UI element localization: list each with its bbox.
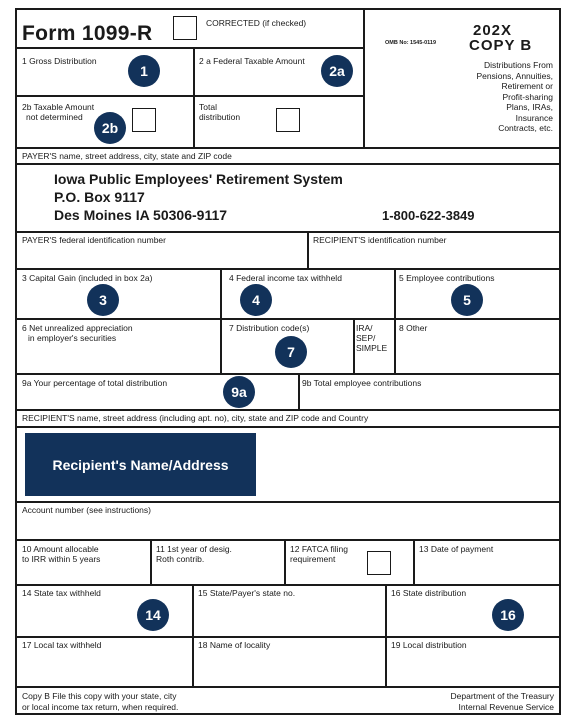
rule: [17, 636, 559, 638]
badge-box-1: 1: [128, 55, 160, 87]
box-12-label: 12 FATCA filing requirement: [290, 544, 348, 564]
rule: [17, 318, 559, 320]
form-description: Distributions From Pensions, Annuities, Retirement or Profit-sharing Plans, IRAs, Insurance Contracts, etc.: [476, 60, 553, 133]
rule: [307, 231, 309, 268]
box-3-label: 3 Capital Gain (included in box 2a): [22, 273, 153, 283]
rule: [17, 686, 559, 688]
rule: [17, 373, 559, 375]
total-distribution-label: Total distribution: [199, 102, 241, 122]
rule: [394, 268, 396, 373]
rule: [17, 268, 559, 270]
omb-number: OMB No: 1545-0119: [385, 40, 437, 46]
box-18-label: 18 Name of locality: [198, 640, 271, 650]
box-14-label: 14 State tax withheld: [22, 588, 101, 598]
box-10-label: 10 Amount allocable to IRR within 5 years: [22, 544, 101, 564]
rule: [17, 231, 559, 233]
rule: [284, 539, 286, 584]
footer-agency: Department of the Treasury Internal Revenue Service: [450, 691, 554, 712]
account-number-label: Account number (see instructions): [22, 505, 151, 515]
rule: [150, 539, 152, 584]
box-1-label: 1 Gross Distribution: [22, 56, 97, 66]
recipient-label: RECIPIENT'S name, street address (including apt. no), city, state and ZIP code and Country: [22, 413, 369, 423]
corrected-checkbox[interactable]: [173, 16, 197, 40]
rule: [17, 584, 559, 586]
rule: [17, 409, 559, 411]
form-title: Form 1099-R: [22, 22, 153, 45]
box-2b-label: 2b Taxable Amount not determined: [22, 102, 95, 122]
box-4-label: 4 Federal income tax withheld: [229, 273, 342, 283]
payer-fid-label: PAYER'S federal identification number: [22, 235, 166, 245]
rule: [353, 318, 355, 373]
box-5-label: 5 Employee contributions: [399, 273, 495, 283]
box-2a-label: 2 a Federal Taxable Amount: [199, 56, 305, 66]
box-13-label: 13 Date of payment: [419, 544, 494, 554]
recipient-name-address: Recipient's Name/Address: [25, 433, 256, 496]
badge-box-4: 4: [240, 284, 272, 316]
box-19-label: 19 Local distribution: [391, 640, 467, 650]
badge-box-2b: 2b: [94, 112, 126, 144]
form-1099r: [15, 8, 561, 715]
copy-label: COPY B: [469, 37, 533, 54]
taxable-not-determined-checkbox[interactable]: [132, 108, 156, 132]
rule: [413, 539, 415, 584]
box-15-label: 15 State/Payer's state no.: [198, 588, 296, 598]
box-17-label: 17 Local tax withheld: [22, 640, 102, 650]
rule: [192, 584, 194, 686]
ira-sep-simple-label: IRA/ SEP/ SIMPLE: [356, 323, 388, 353]
badge-box-16: 16: [492, 599, 524, 631]
badge-box-7: 7: [275, 336, 307, 368]
box-6-label: 6 Net unrealized appreciation in employer's securities: [22, 323, 133, 343]
rule: [17, 47, 363, 49]
payer-info: Iowa Public Employees' Retirement System P.O. Box 9117 Des Moines IA 50306-9117: [54, 171, 343, 223]
rule: [17, 95, 363, 97]
rule: [220, 268, 222, 373]
badge-box-5: 5: [451, 284, 483, 316]
tax-year: 202X: [473, 22, 513, 39]
box-11-label: 11 1st year of desig. Roth contrib.: [156, 544, 232, 564]
badge-box-9a: 9a: [223, 376, 255, 408]
total-distribution-checkbox[interactable]: [276, 108, 300, 132]
rule: [17, 539, 559, 541]
footer-copy-instructions: Copy B File this copy with your state, city or local income tax return, when required.: [22, 691, 179, 712]
rule: [17, 426, 559, 428]
box-7-label: 7 Distribution code(s): [229, 323, 310, 333]
badge-box-14: 14: [137, 599, 169, 631]
recipient-id-label: RECIPIENT'S identification number: [313, 235, 447, 245]
rule: [385, 584, 387, 686]
rule: [17, 501, 559, 503]
payer-phone: 1-800-622-3849: [382, 208, 475, 223]
rule: [17, 163, 559, 165]
rule: [193, 47, 195, 147]
rule: [17, 147, 559, 149]
box-16-label: 16 State distribution: [391, 588, 467, 598]
corrected-label: CORRECTED (if checked): [206, 18, 307, 28]
rule: [298, 373, 300, 409]
box-9b-label: 9b Total employee contributions: [302, 378, 422, 388]
badge-box-3: 3: [87, 284, 119, 316]
box-8-label: 8 Other: [399, 323, 428, 333]
box-9a-label: 9a Your percentage of total distribution: [22, 378, 168, 388]
fatca-checkbox[interactable]: [367, 551, 391, 575]
payer-label: PAYER'S name, street address, city, state and ZIP code: [22, 151, 232, 161]
rule: [363, 10, 365, 147]
badge-box-2a: 2a: [321, 55, 353, 87]
